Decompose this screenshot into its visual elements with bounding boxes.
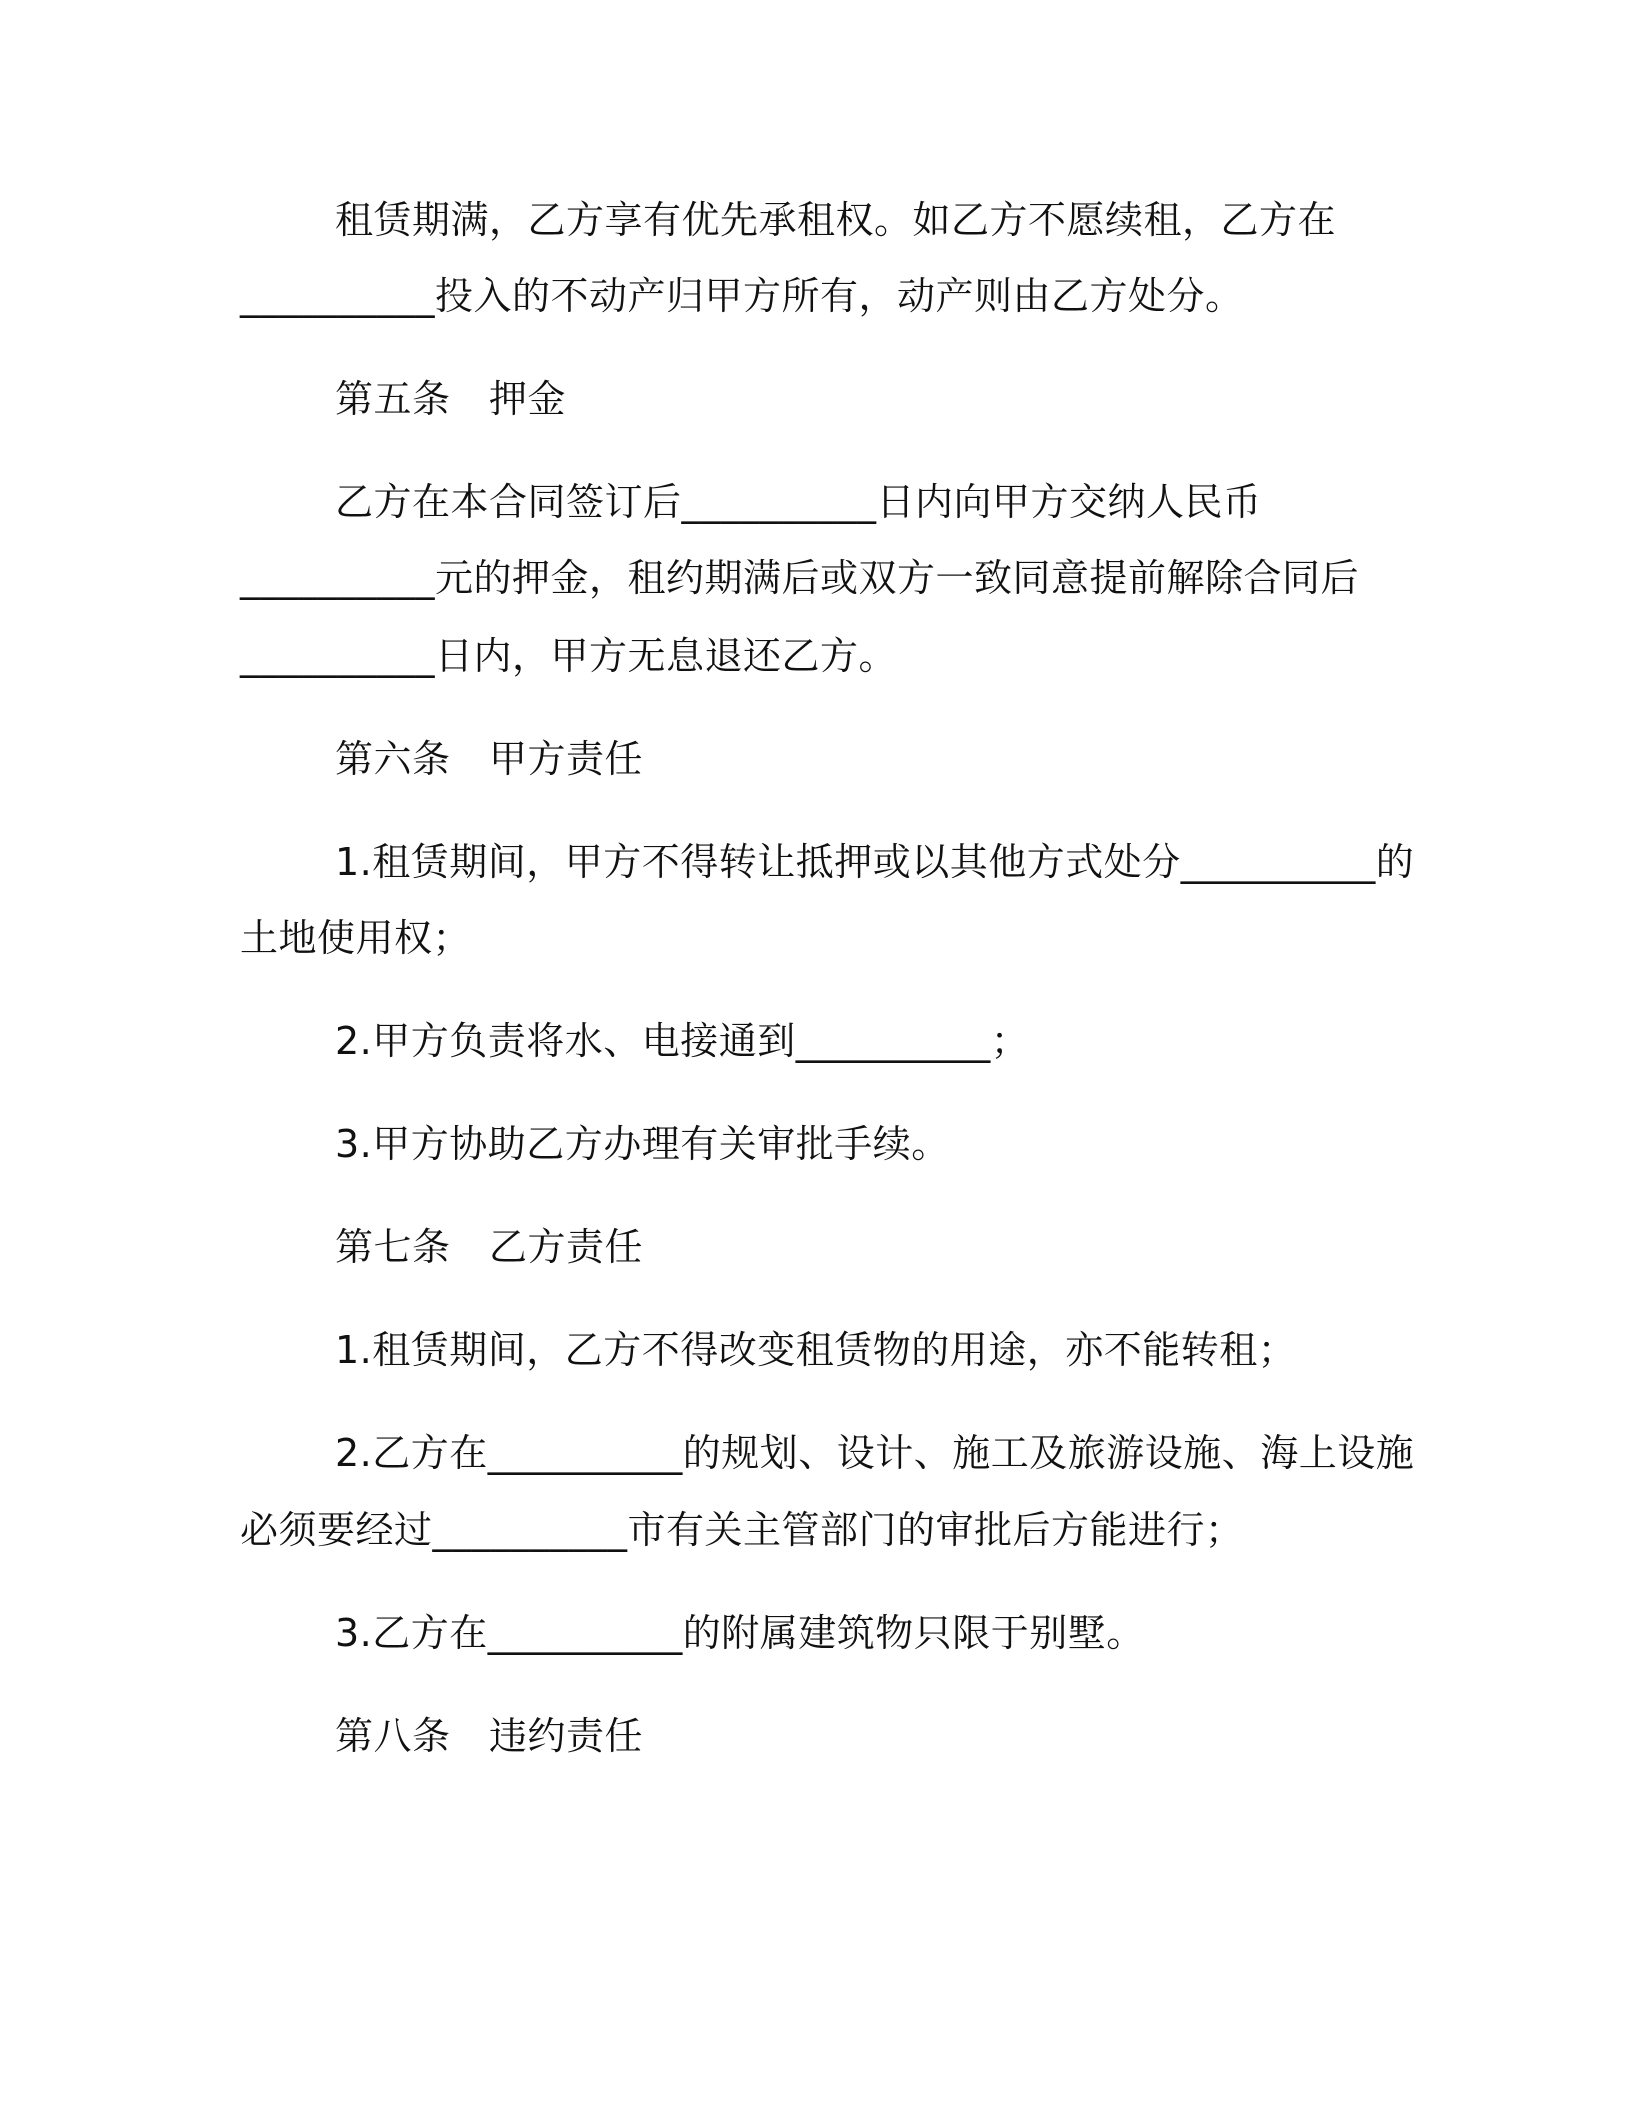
paragraph-line: 租赁期满，乙方享有优先承租权。如乙方不愿续租，乙方在 xyxy=(335,198,1337,242)
paragraph-line: 3.甲方协助乙方办理有关审批手续。 xyxy=(335,1122,950,1166)
paragraph-line: 2.乙方在__________的规划、设计、施工及旅游设施、海上设施 xyxy=(335,1431,1415,1475)
paragraph-line: 必须要经过__________市有关主管部门的审批后方能进行； xyxy=(240,1508,1244,1552)
paragraph-line: __________日内，甲方无息退还乙方。 xyxy=(240,634,898,678)
paragraph-line: 1.租赁期间，甲方不得转让抵押或以其他方式处分__________的 xyxy=(335,840,1415,884)
section-heading: 第七条 乙方责任 xyxy=(335,1225,644,1269)
paragraph-line: 乙方在本合同签订后__________日内向甲方交纳人民币 xyxy=(335,480,1262,524)
paragraph-line: 2.甲方负责将水、电接通到__________； xyxy=(335,1019,1030,1063)
paragraph-line: 1.租赁期间，乙方不得改变租赁物的用途，亦不能转租； xyxy=(335,1328,1297,1372)
paragraph-line: __________元的押金，租约期满后或双方一致同意提前解除合同后 xyxy=(240,556,1360,600)
paragraph-line: __________投入的不动产归甲方所有，动产则由乙方处分。 xyxy=(240,274,1244,318)
section-heading: 第五条 押金 xyxy=(335,377,567,421)
paragraph-line: 土地使用权； xyxy=(240,916,472,960)
section-heading: 第八条 违约责任 xyxy=(335,1714,644,1758)
section-heading: 第六条 甲方责任 xyxy=(335,737,644,781)
paragraph-line: 3.乙方在__________的附属建筑物只限于别墅。 xyxy=(335,1611,1145,1655)
